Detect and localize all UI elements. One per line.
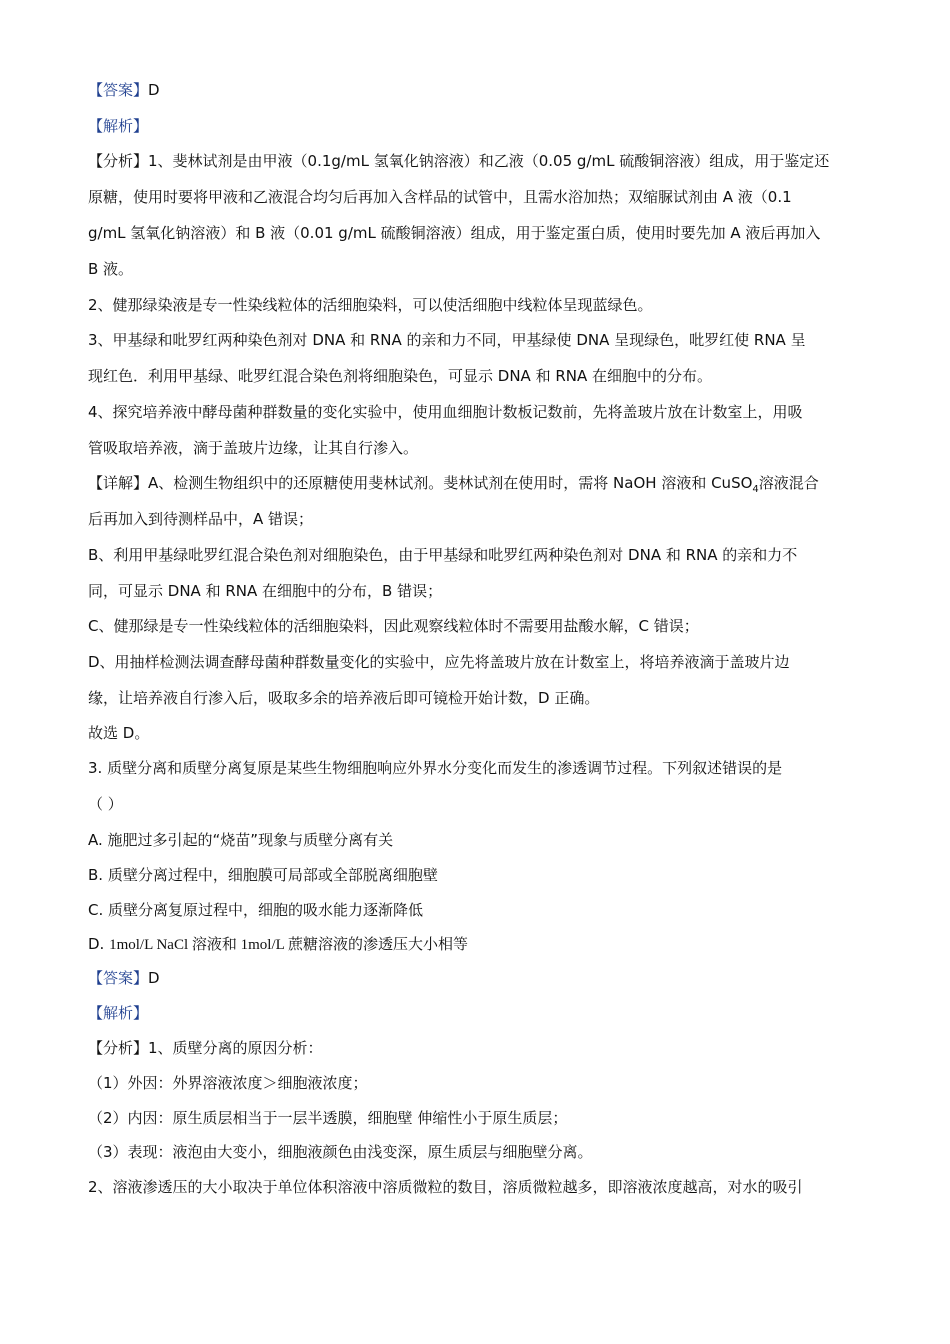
q3-option-b: B. 质壁分离过程中，细胞膜可局部或全部脱离细胞壁 xyxy=(88,866,438,884)
q2-xiangjie-line-2: 后再加入到待测样品中，A 错误； xyxy=(88,510,314,528)
q2-xiangjie-line-1 xyxy=(88,472,868,494)
q2-fenxi-text-1: 1、斐林试剂是由甲液（0.1g/mL 氢氧化钠溶液）和乙液（0.05 g/mL 硫酸铜溶液）组成，用于鉴定还 xyxy=(148,152,830,170)
q2-analysis-tag: 【解析】 xyxy=(88,117,149,135)
q2-fenxi-line-4: B 液。 xyxy=(88,260,134,278)
q2-fenxi-line-7: 现红色．利用甲基绿、吡罗红混合染色剂将细胞染色，可显示 DNA 和 RNA 在细胞中的分布。 xyxy=(88,367,713,385)
q3-option-d xyxy=(88,933,868,956)
q2-xiangjie-text-1b: 溶液混合 xyxy=(758,474,819,492)
q3-fenxi-line-3: （2）内因：原生质层相当于一层半透膜，细胞壁 伸缩性小于原生质层； xyxy=(88,1109,568,1127)
q3-option-c: C. 质壁分离复原过程中，细胞的吸水能力逐渐降低 xyxy=(88,901,424,919)
q3-fenxi-line-5: 2、溶液渗透压的大小取决于单位体积溶液中溶质微粒的数目，溶质微粒越多，即溶液浓度越高，对水的吸引 xyxy=(88,1178,803,1196)
q2-analysis-heading xyxy=(88,115,868,137)
q2-answer-value: D xyxy=(148,81,160,99)
q3-analysis-tag: 【解析】 xyxy=(88,1004,149,1022)
q2-xiangjie-tag: 【详解】 xyxy=(88,474,149,492)
q2-fenxi-line-1 xyxy=(88,150,868,172)
q3-option-d-label: D. xyxy=(88,935,110,953)
q3-answer-value: D xyxy=(148,969,160,987)
q2-answer-tag: 【答案】 xyxy=(88,81,149,99)
q2-xiangjie-line-5: C、健那绿是专一性染线粒体的活细胞染料，因此观察线粒体时不需要用盐酸水解，C 错误； xyxy=(88,617,699,635)
q3-stem-line-1: 3. 质壁分离和质壁分离复原是某些生物细胞响应外界水分变化而发生的渗透调节过程。下列叙述错误的是 xyxy=(88,759,783,777)
q2-xiangjie-line-7: 缘，让培养液自行渗入后，吸取多余的培养液后即可镜检开始计数，D 正确。 xyxy=(88,689,600,707)
q3-fenxi-line-2: （1）外因：外界溶液浓度＞细胞液浓度； xyxy=(88,1074,368,1092)
q2-answer-line xyxy=(88,79,868,101)
q3-fenxi-line-1 xyxy=(88,1037,868,1059)
q3-fenxi-line-4: （3）表现：液泡由大变小，细胞液颜色由浅变深，原生质层与细胞壁分离。 xyxy=(88,1143,593,1161)
q2-fenxi-line-3: g/mL 氢氧化钠溶液）和 B 液（0.01 g/mL 硫酸铜溶液）组成，用于鉴定蛋白质，使用时要先加 A 液后再加入 xyxy=(88,224,821,242)
q2-fenxi-tag: 【分析】 xyxy=(88,152,149,170)
q2-conclusion: 故选 D。 xyxy=(88,724,150,742)
q3-answer-line xyxy=(88,967,868,989)
q2-fenxi-line-5: 2、健那绿染液是专一性染线粒体的活细胞染料，可以使活细胞中线粒体呈现蓝绿色。 xyxy=(88,296,653,314)
q2-fenxi-line-2: 原糖，使用时要将甲液和乙液混合均匀后再加入含样品的试管中，且需水浴加热；双缩脲试剂由 A 液（0.1 xyxy=(88,188,792,206)
q3-option-a: A. 施肥过多引起的“烧苗”现象与质壁分离有关 xyxy=(88,831,394,849)
q2-fenxi-line-6: 3、甲基绿和吡罗红两种染色剂对 DNA 和 RNA 的亲和力不同，甲基绿使 DNA 呈现绿色，吡罗红使 RNA 呈 xyxy=(88,331,806,349)
q2-xiangjie-subscript: 4 xyxy=(752,484,759,494)
q2-xiangjie-text-1a: A、检测生物组织中的还原糖使用斐林试剂。斐林试剂在使用时，需将 NaOH 溶液和 CuSO xyxy=(148,474,753,492)
q2-fenxi-line-8: 4、探究培养液中酵母菌种群数量的变化实验中，使用血细胞计数板记数前，先将盖玻片放在计数室上，用吸 xyxy=(88,403,803,421)
q3-fenxi-text-1: 1、质壁分离的原因分析： xyxy=(148,1039,323,1057)
q2-fenxi-line-9: 管吸取培养液，滴于盖玻片边缘，让其自行渗入。 xyxy=(88,439,419,457)
q2-xiangjie-line-3: B、利用甲基绿吡罗红混合染色剂对细胞染色，由于甲基绿和吡罗红两种染色剂对 DNA 和 RNA 的亲和力不 xyxy=(88,546,798,564)
q2-xiangjie-line-6: D、用抽样检测法调查酵母菌种群数量变化的实验中，应先将盖玻片放在计数室上，将培养液滴于盖玻片边 xyxy=(88,653,790,671)
q2-xiangjie-line-4: 同，可显示 DNA 和 RNA 在细胞中的分布，B 错误； xyxy=(88,582,443,600)
q3-option-d-text: 1mol/L NaCl 溶液和 1mol/L 蔗糖溶液的渗透压大小相等 xyxy=(109,937,468,953)
q3-analysis-heading xyxy=(88,1002,868,1024)
q3-stem-line-2: （ ） xyxy=(88,795,123,813)
q3-fenxi-tag: 【分析】 xyxy=(88,1039,149,1057)
q3-answer-tag: 【答案】 xyxy=(88,969,149,987)
